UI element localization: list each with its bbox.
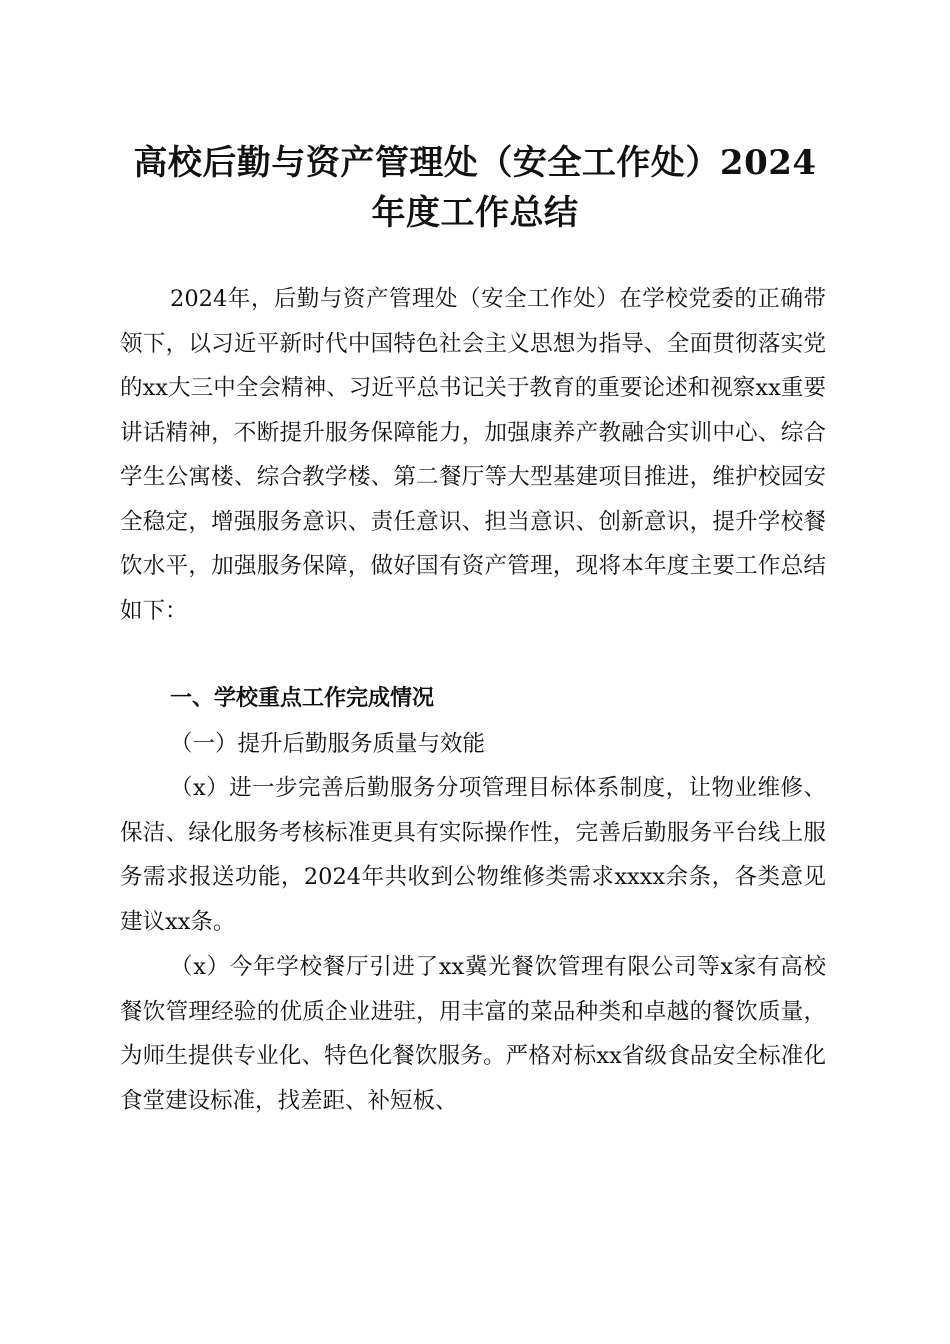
section-heading: 一、学校重点工作完成情况 <box>170 686 435 711</box>
subsection-heading: （一）提升后勤服务质量与效能 <box>170 731 486 757</box>
paragraph-dining-services: （x）今年学校餐厅引进了xx冀光餐饮管理有限公司等x家有高校餐饮管理经验的优质企业进驻，用丰富的菜品种类和卓越的餐饮质量，为师生提供专业化、特色化餐饮服务。严格对标xx省级食品安全标准化食堂建设标准，找差距、补短板、 <box>120 954 826 1114</box>
document-title: 高校后勤与资产管理处（安全工作处）2024年度工作总结 <box>133 143 817 233</box>
intro-paragraph: 2024年，后勤与资产管理处（安全工作处）在学校党委的正确带领下，以习近平新时代中国特色社会主义思想为指导、全面贯彻落实党的xx大三中全会精神、习近平总书记关于教育的重要论述和视察xx重要讲话精神，不断提升服务保障能力，加强康养产教融合实训中心、综合学生公寓楼、综合教学楼、第二餐厅等大型基建项目推进，维护校园安全稳定，增强服务意识、责任意识、担当意识、创新意识，提升学校餐饮水平，加强服务保障，做好国有资产管理，现将本年度主要工作总结如下： <box>120 286 826 624</box>
paragraph-maintenance-services: （x）进一步完善后勤服务分项管理目标体系制度，让物业维修、保洁、绿化服务考核标准更具有实际操作性，完善后勤服务平台线上服务需求报送功能，2024年共收到公物维修类需求xxxx余条，各类意见建议xx条。 <box>120 775 826 935</box>
